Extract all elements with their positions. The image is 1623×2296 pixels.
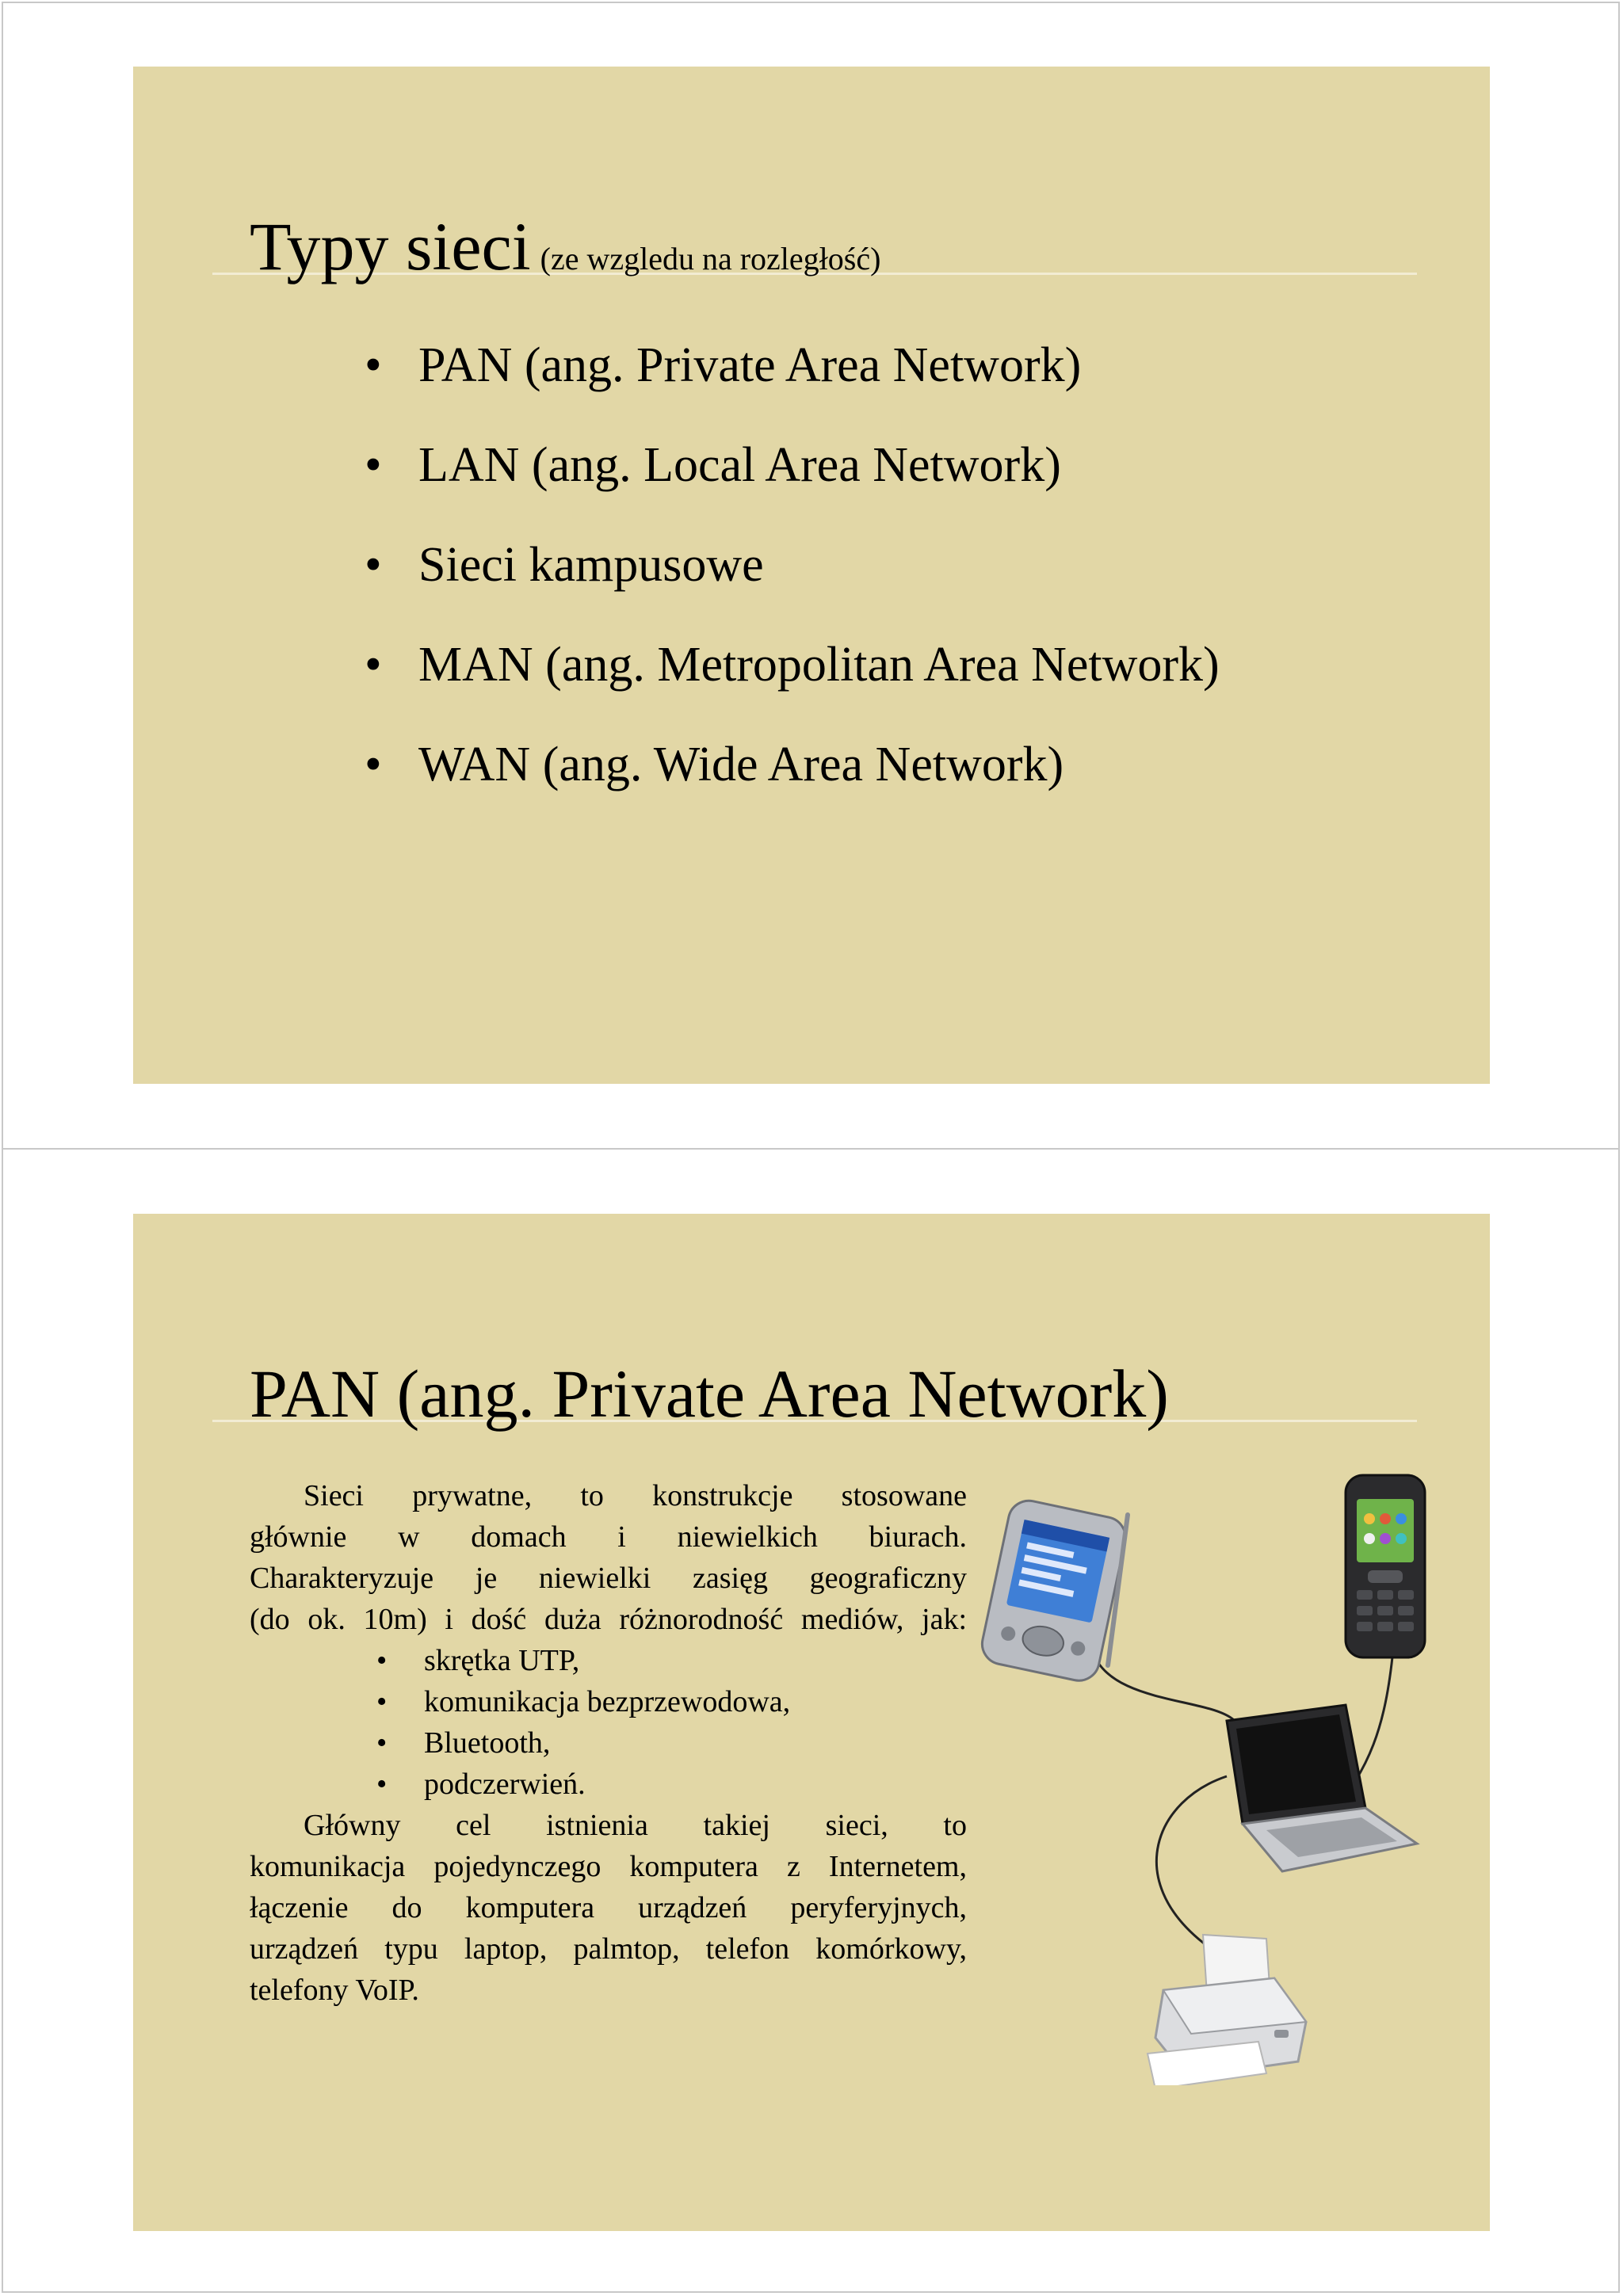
text-line: Główny cel istnienia takiej sieci, to xyxy=(304,1809,967,1842)
pan-devices-illustration xyxy=(973,1467,1465,2085)
text-line: Sieci prywatne, to konstrukcje stosowane xyxy=(304,1479,967,1512)
slide-title-text: Typy sieci xyxy=(250,208,531,284)
mobile-phone-icon xyxy=(1346,1475,1425,1657)
text-line: komunikacja pojedynczego komputera z Internetem, xyxy=(250,1850,967,1883)
list-item: • Bluetooth, xyxy=(376,1722,967,1764)
list-item: • komunikacja bezprzewodowa, xyxy=(376,1681,967,1722)
pda-icon xyxy=(979,1497,1129,1684)
text-line: (do ok. 10m) i dość duża różnorodność mediów, jak: xyxy=(250,1603,967,1636)
laptop-icon xyxy=(1227,1705,1417,1871)
network-type-list xyxy=(365,338,1220,840)
media-list xyxy=(250,1640,967,1805)
text-line: telefony VoIP. xyxy=(250,1974,419,2007)
printer-icon xyxy=(1148,1935,1306,2085)
text-line: Charakteryzuje je niewielki zasięg geograficzny xyxy=(250,1562,967,1595)
slide-title xyxy=(250,208,881,284)
text-line: urządzeń typu laptop, palmtop, telefon komórkowy, xyxy=(250,1932,967,1966)
text-line: łączenie do komputera urządzeń peryferyjnych, xyxy=(250,1891,967,1924)
list-item: • WAN (ang. Wide Area Network) xyxy=(365,740,1220,840)
slide-title xyxy=(250,1356,1169,1432)
list-item: • MAN (ang. Metropolitan Area Network) xyxy=(365,640,1220,740)
page-divider xyxy=(2,1148,1620,1150)
list-item: • PAN (ang. Private Area Network) xyxy=(365,341,1220,441)
text-line: głównie w domach i niewielkich biurach. xyxy=(250,1520,967,1554)
pan-description xyxy=(250,1475,967,2011)
list-item: • podczerwień. xyxy=(376,1764,967,1805)
slide-title-text: PAN (ang. Private Area Network) xyxy=(250,1356,1169,1432)
slide-subtitle: (ze wzgledu na rozległość) xyxy=(540,241,881,277)
list-item: • Sieci kampusowe xyxy=(365,540,1220,640)
list-item: • LAN (ang. Local Area Network) xyxy=(365,441,1220,540)
list-item: • skrętka UTP, xyxy=(376,1640,967,1681)
